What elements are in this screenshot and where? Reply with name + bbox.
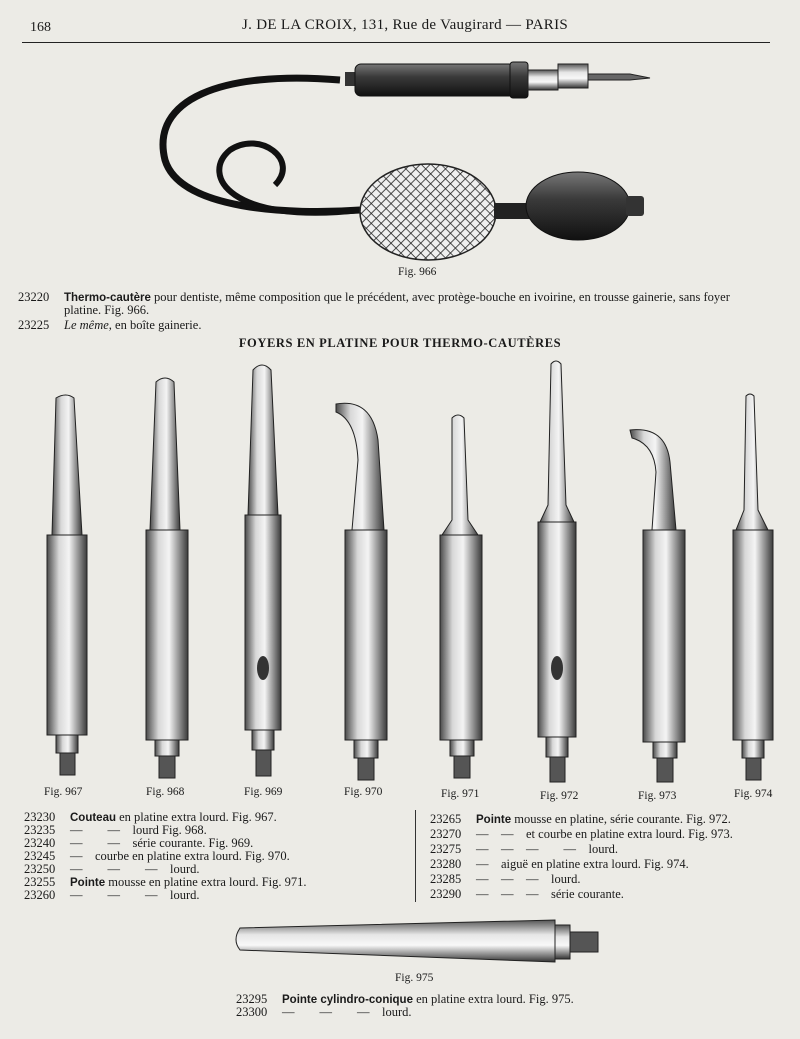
entry-desc: mousse en platine, série courante. Fig. 972. [511, 812, 731, 826]
fig-971-illustration [440, 415, 482, 778]
entry-desc: — aiguë en platine extra lourd. Fig. 974. [476, 857, 689, 871]
fig-969-illustration [245, 365, 281, 776]
entry-code: 23240 [24, 836, 56, 850]
entry-desc: — — — lourd. [476, 872, 581, 886]
entry-23300 [236, 1005, 412, 1020]
entry-desc: mousse en platine extra lourd. Fig. 971. [105, 875, 307, 889]
entry-desc: , en boîte gainerie. [108, 318, 202, 332]
entry-code: 23275 [430, 842, 462, 856]
entry-code: 23255 [24, 875, 56, 889]
entry-code: 23285 [430, 872, 462, 886]
fig-973-illustration [630, 430, 685, 782]
fig-975-illustration [236, 920, 598, 962]
entry-code: 23225 [18, 318, 50, 332]
entry-code: 23250 [24, 862, 56, 876]
entry-code: 23270 [430, 827, 462, 841]
list-item [430, 812, 731, 828]
fig-966-thermocautery [163, 62, 650, 260]
list-item [430, 872, 581, 887]
entry-name: Pointe cylindro-conique [282, 994, 413, 1006]
entry-code: 23260 [24, 888, 56, 902]
list-item [24, 888, 200, 903]
entry-23225 [18, 318, 201, 333]
fig-974-illustration [733, 394, 773, 780]
fig-969-caption: Fig. 969 [244, 786, 283, 798]
fig-974-caption: Fig. 974 [734, 788, 773, 800]
entry-desc: pour dentiste, même composition que le précédent, avec protège-bouche en ivoirine, en trousse gainerie, sans foyer [150, 290, 730, 304]
entry-desc: en platine extra lourd. Fig. 975. [412, 992, 574, 1006]
column-divider [415, 810, 416, 902]
fig-972-caption: Fig. 972 [540, 790, 579, 802]
entry-code: 23245 [24, 849, 56, 863]
page-number: 168 [30, 20, 51, 35]
entry-code: 23230 [24, 810, 56, 824]
entry-code: 23235 [24, 823, 56, 837]
fig-967-illustration [47, 395, 87, 775]
entry-desc: — — série courante. Fig. 969. [70, 836, 254, 850]
list-item [430, 887, 624, 902]
entry-name: Thermo-cautère [64, 292, 151, 304]
section-title: FOYERS EN PLATINE POUR THERMO-CAUTÈRES [238, 336, 562, 350]
entry-name: Pointe [70, 877, 106, 889]
list-item [430, 827, 733, 842]
fig-971-caption: Fig. 971 [441, 788, 480, 800]
fig-968-illustration [146, 378, 188, 778]
entry-desc: — — lourd Fig. 968. [70, 823, 207, 837]
entry-name: Couteau [70, 812, 116, 824]
entry-code: 23300 [236, 1005, 268, 1019]
entry-desc: — — — — lourd. [476, 842, 619, 856]
fig-967-caption: Fig. 967 [44, 786, 83, 798]
entry-code: 23295 [236, 992, 268, 1006]
entry-name: Le même [64, 318, 109, 332]
entry-desc: — — — lourd. [70, 862, 200, 876]
entry-desc: — — — série courante. [476, 887, 624, 901]
entry-code: 23280 [430, 857, 462, 871]
entry-desc: — — — lourd. [70, 888, 200, 902]
entry-23220-cont: platine. Fig. 966. [64, 303, 150, 317]
entry-desc: — — — lourd. [282, 1005, 412, 1019]
fig-968-caption: Fig. 968 [146, 786, 185, 798]
entry-code: 23265 [430, 812, 462, 826]
fig-970-caption: Fig. 970 [344, 786, 383, 798]
entry-code: 23220 [18, 290, 50, 304]
entry-desc: — — et courbe en platine extra lourd. Fig. 973. [476, 827, 733, 841]
entry-code: 23290 [430, 887, 462, 901]
entry-desc: — courbe en platine extra lourd. Fig. 970. [70, 849, 290, 863]
list-item [430, 857, 689, 872]
list-item [430, 842, 618, 857]
running-head: J. DE LA CROIX, 131, Rue de Vaugirard — PARIS [242, 17, 569, 33]
fig-975-caption: Fig. 975 [395, 972, 434, 984]
fig-966-caption: Fig. 966 [398, 266, 437, 278]
entry-name: Pointe [476, 814, 512, 826]
fig-972-illustration [538, 361, 576, 782]
fig-973-caption: Fig. 973 [638, 790, 677, 802]
entry-desc: en platine extra lourd. Fig. 967. [116, 810, 277, 824]
fig-970-illustration [336, 403, 387, 780]
